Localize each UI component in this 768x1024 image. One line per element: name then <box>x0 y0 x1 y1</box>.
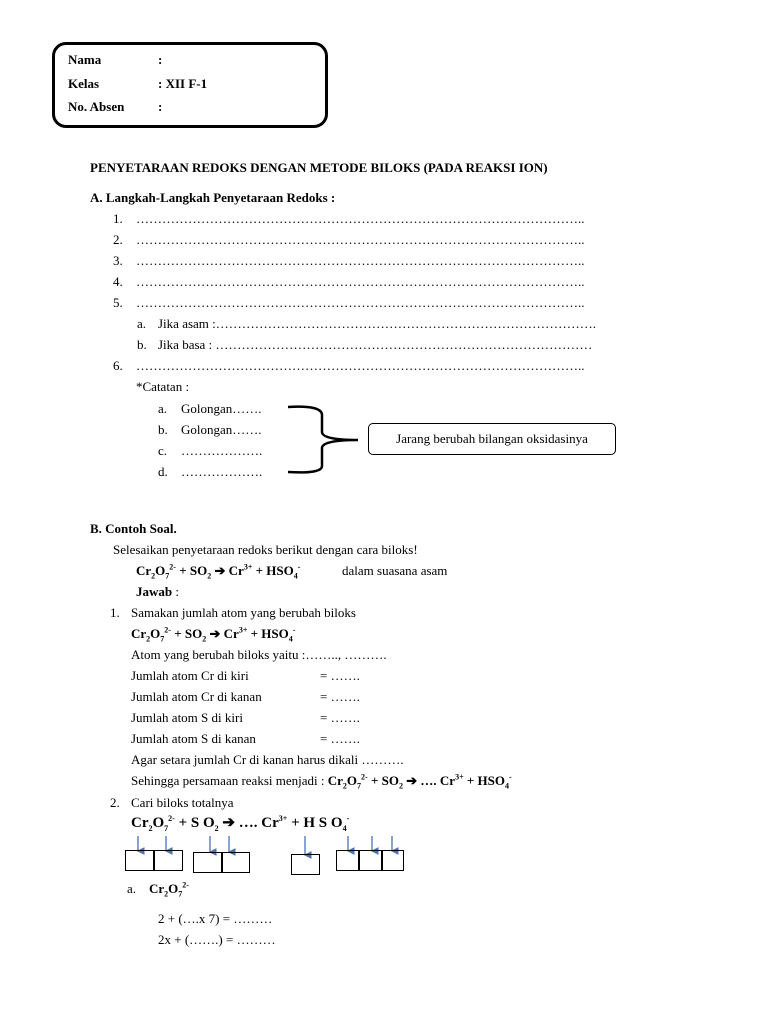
blank-box[interactable] <box>291 854 320 875</box>
equation-step1: $Cr_2O_7^{2-} + SO_2$ ➔ $Cr^{3+} + HSO_4^-$ <box>131 625 296 644</box>
nama-value: : <box>158 52 163 67</box>
step2-num: 2. <box>110 795 120 810</box>
absen-value: : <box>158 99 163 114</box>
row-2-label: Jumlah atom Cr di kanan <box>131 689 262 704</box>
blank-box[interactable] <box>336 850 359 871</box>
blank-box[interactable] <box>193 852 222 873</box>
calc-line-2: 2x + (…….) = ……… <box>158 932 276 947</box>
absen-label: No. Absen <box>68 99 125 114</box>
equation-condition: dalam suasana asam <box>342 563 448 578</box>
step2-text: Cari biloks totalnya <box>131 795 234 810</box>
curly-brace <box>288 407 358 473</box>
step-4-blank: ………………………………………………………………………………………….. <box>136 274 585 289</box>
note-b-text: Golongan……. <box>181 422 262 437</box>
step-3-blank: ………………………………………………………………………………………….. <box>136 253 585 268</box>
step-5-blank: ………………………………………………………………………………………….. <box>136 295 585 310</box>
step1-num: 1. <box>110 605 120 620</box>
sub-b-text: Jika basa : …………………………………………………………………………… <box>158 337 593 352</box>
note-b-label: b. <box>158 422 168 437</box>
step-4-num: 4. <box>113 274 123 289</box>
step-2-blank: ………………………………………………………………………………………….. <box>136 232 585 247</box>
step-2-num: 2. <box>113 232 123 247</box>
blank-box[interactable] <box>359 850 382 871</box>
sehingga-line: Sehingga persamaan reaksi menjadi : $Cr_2O_7^{2-} + SO_2$ ➔ …. $Cr^{3+} + HSO_4^-$ <box>131 772 512 791</box>
note-a-text: Golongan……. <box>181 401 262 416</box>
row-4-value: = ……. <box>320 731 360 746</box>
note-a-label: a. <box>158 401 168 416</box>
note-box: Jarang berubah bilangan oksidasinya <box>368 423 616 455</box>
step1-text: Samakan jumlah atom yang berubah biloks <box>131 605 356 620</box>
page-title: PENYETARAAN REDOKS DENGAN METODE BILOKS (PADA REAKSI ION) <box>90 160 548 175</box>
sub-b-label: b. <box>137 337 147 352</box>
blank-box[interactable] <box>125 850 154 871</box>
blank-box[interactable] <box>382 850 404 871</box>
row-3-label: Jumlah atom S di kiri <box>131 710 243 725</box>
note-c-label: c. <box>158 443 168 458</box>
equation-question: $Cr_2O_7^{2-} + SO_2$ ➔ $Cr^{3+} + HSO_4^-$ <box>136 562 301 581</box>
jawab-label: Jawab : <box>136 584 179 599</box>
step-1-blank: ………………………………………………………………………………………….. <box>136 211 585 226</box>
row-3-value: = ……. <box>320 710 360 725</box>
nama-label: Nama <box>68 52 102 67</box>
step-6-num: 6. <box>113 358 123 373</box>
sub-a-text: Jika asam :……………………………………………………………………………. <box>158 316 597 331</box>
section-b-heading: B. Contoh Soal. <box>90 521 177 536</box>
sub-a-label: a. <box>137 316 147 331</box>
note-d-text: ………………. <box>181 464 263 479</box>
row-1-label: Jumlah atom Cr di kiri <box>131 668 249 683</box>
sub-a-formula: $Cr_2O_7^{2-}$ <box>149 880 189 899</box>
row-1-value: = ……. <box>320 668 360 683</box>
row-2-value: = ……. <box>320 689 360 704</box>
row-4-label: Jumlah atom S di kanan <box>131 731 256 746</box>
catatan-label: *Catatan : <box>136 379 190 394</box>
sub-a-b-label: a. <box>127 881 137 896</box>
equation-step2: $Cr_2O_7^{2-} + S$ $O_2$ ➔ …. $Cr^{3+} + H$ S $O_4^-$ <box>131 814 350 833</box>
step-6-blank: ………………………………………………………………………………………….. <box>136 358 585 373</box>
note-c-text: ………………. <box>181 443 263 458</box>
intro-text: Selesaikan penyetaraan redoks berikut dengan cara biloks! <box>113 542 418 557</box>
kelas-value: : XII F-1 <box>158 76 208 91</box>
atom-line: Atom yang berubah biloks yaitu :…….., ………. <box>131 647 387 662</box>
blank-box[interactable] <box>154 850 183 871</box>
note-d-label: d. <box>158 464 168 479</box>
agar-line: Agar setara jumlah Cr di kanan harus dikali ………. <box>131 752 404 767</box>
calc-line-1: 2 + (….x 7) = ……… <box>158 911 273 926</box>
section-a-heading: A. Langkah-Langkah Penyetaraan Redoks : <box>90 190 336 205</box>
blank-box[interactable] <box>222 852 250 873</box>
kelas-label: Kelas <box>68 76 100 91</box>
step-3-num: 3. <box>113 253 123 268</box>
step-1-num: 1. <box>113 211 123 226</box>
step-5-num: 5. <box>113 295 123 310</box>
